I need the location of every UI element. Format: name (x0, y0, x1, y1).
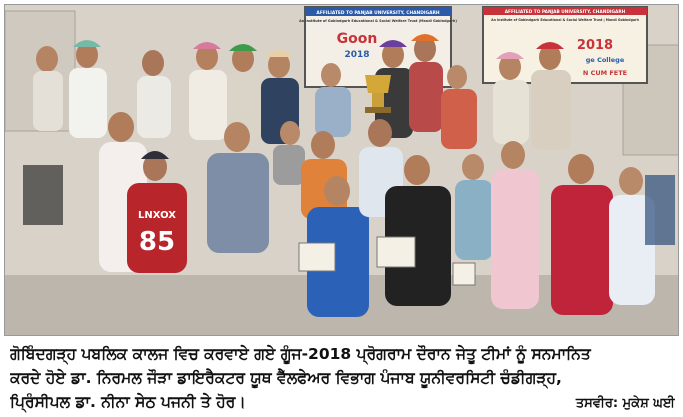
chair-left (23, 165, 63, 225)
banner-left-line4: 2018 (344, 50, 370, 60)
caption-line-3-row (10, 390, 675, 416)
tshirt-brand: LNXOX (138, 210, 176, 221)
banner-right-line2: An Institute of Gobindgarh Educational & Social Welfare Trust | Mandi Gobindgarh (491, 18, 639, 22)
banner-left-line2: An Institute of Gobindgarh Educational & Social Welfare Trust (Mandi Gobindgarh) (299, 19, 457, 23)
news-photo (4, 4, 679, 336)
caption-line-2: ਕਰਦੇ ਹੋਏ ਡਾ. ਨਿਰਮਲ ਜੌੜਾ ਡਾਇਰੈਕਟਰ ਯੂਥ ਵੈੱਲਫੇਅਰ ਵਿਭਾਗ ਪੰਜਾਬ ਯੂਨੀਵਰਸਿਟੀ ਚੰਡੀਗੜ੍ਹ, (10, 369, 562, 387)
caption-line-1: ਗੋਬਿੰਦਗੜ੍ਹ ਪਬਲਿਕ ਕਾਲਜ ਵਿਚ ਕਰਵਾਏ ਗਏ ਗੂੰਜ-2018 ਪ੍ਰੋਗਰਾਮ ਦੌਰਾਨ ਜੇਤੂ ਟੀਮਾਂ ਨੂੰ ਸਨਮਾਨਿਤ (10, 345, 591, 363)
banner-right-line3: 2018 (576, 38, 614, 53)
photo-credit: ਤਸਵੀਰ: ਮੁਕੇਸ਼ ਘਈ (575, 396, 675, 411)
photo-caption (4, 340, 679, 415)
caption-line-3: ਪ੍ਰਿੰਸੀਪਲ ਡਾ. ਨੀਨਾ ਸੇਠ ਪਜਨੀ ਤੇ ਹੋਰ। (10, 393, 246, 411)
banner-right-line1: AFFILIATED TO PANJAB UNIVERSITY, CHANDIGARH (504, 10, 626, 15)
banner-left-line1: AFFILIATED TO PANJAB UNIVERSITY, CHANDIGARH (316, 11, 440, 16)
tshirt-number: 85 (138, 227, 176, 257)
banner-left-line3: Goon (336, 31, 378, 47)
banner-right-line4: ge College (585, 56, 625, 64)
chair-right (645, 175, 675, 245)
banner-right-line5: N CUM FETE (582, 69, 628, 77)
